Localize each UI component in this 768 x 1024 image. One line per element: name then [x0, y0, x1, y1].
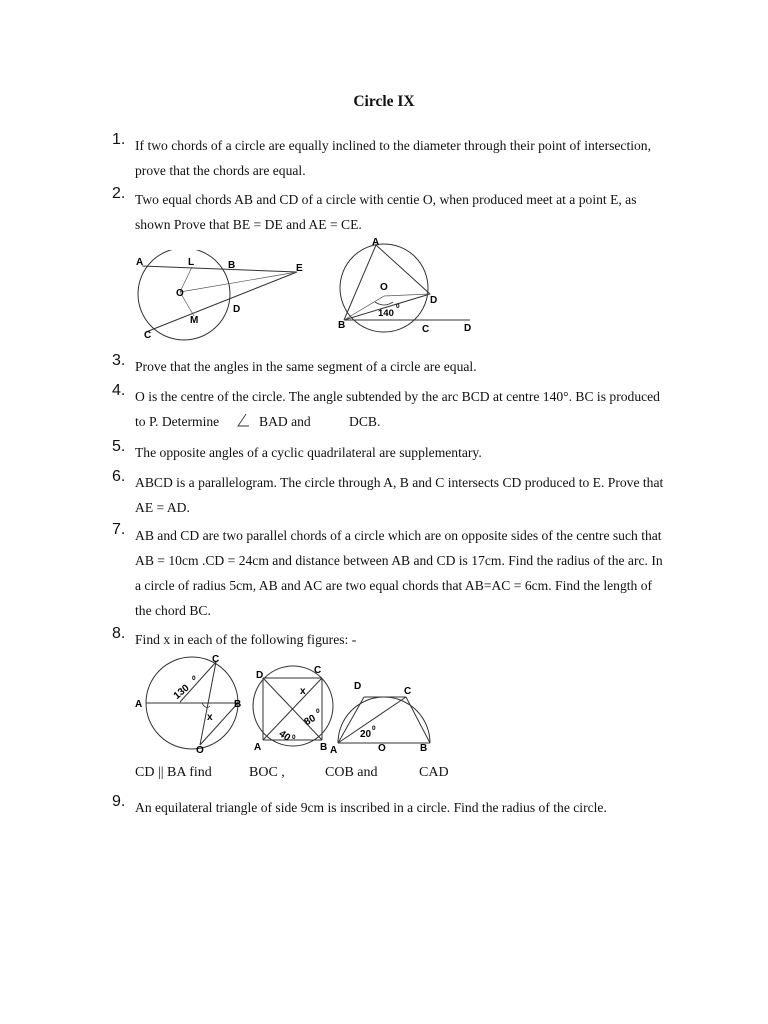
question-number: 6. [112, 468, 126, 485]
label-B: B [320, 742, 328, 753]
label-A: A [254, 742, 262, 753]
q8-footer-boc: BOC , [249, 765, 285, 780]
label-B: B [338, 320, 346, 331]
label-A: A [372, 237, 380, 248]
label-D2: D [464, 323, 472, 334]
q8-footer-cad: CAD [419, 765, 449, 780]
question-number: 1. [112, 131, 126, 148]
question-text: If two chords of a circle are equally inclined to the diameter through their point of intersection, prove that the chords are equal. [135, 138, 652, 178]
label-C: C [314, 665, 322, 676]
label-angle80: 80 [302, 712, 318, 729]
label-O: O [176, 288, 184, 299]
figure-8a [132, 652, 244, 754]
label-angle: 140 [378, 308, 394, 319]
label-A: A [135, 699, 143, 710]
label-degree40: 0 [292, 734, 296, 741]
label-D: D [430, 295, 438, 306]
label-M: M [190, 315, 199, 326]
label-angle: 130 [171, 682, 192, 702]
question-text: The opposite angles of a cyclic quadrilateral are supplementary. [135, 445, 482, 460]
label-angle: 20 [360, 729, 372, 740]
label-B: B [420, 743, 428, 754]
label-degree: 0 [396, 303, 400, 310]
label-O: O [380, 282, 388, 293]
label-E: E [296, 263, 303, 274]
label-D: D [233, 304, 241, 315]
label-degree: 0 [372, 725, 376, 732]
question-number: 5. [112, 438, 126, 455]
label-degree80: 0 [316, 708, 320, 715]
q8-footer-cob: COB and [325, 765, 378, 780]
label-x: x [300, 686, 306, 697]
label-C: C [144, 330, 152, 341]
label-O: O [378, 743, 386, 754]
figure-8c [330, 675, 432, 757]
figure-8b [252, 660, 334, 754]
label-B: B [228, 260, 236, 271]
label-D: D [256, 670, 264, 681]
label-C: C [212, 654, 220, 665]
question-number: 4. [112, 382, 126, 399]
label-x: x [207, 712, 213, 723]
question-number: 3. [112, 352, 126, 369]
question-number: 2. [112, 185, 126, 202]
question-number: 9. [112, 793, 126, 810]
question-text: An equilateral triangle of side 9cm is inscribed in a circle. Find the radius of the circle. [135, 800, 607, 815]
question-text: Find x in each of the following figures: - [135, 632, 357, 647]
question-text: AB and CD are two parallel chords of a circle which are on opposite sides of the centre such that AB = 10cm .CD = 24cm and distance between AB and CD is 17cm. Find the radius of the arc. In a circle of radius 5cm, AB and AC are two equal chords that AB=AC = 6cm. Find the length of the chord BC. [135, 528, 663, 618]
label-A: A [330, 745, 338, 756]
label-angle40: 40 [276, 728, 293, 744]
question-text: O is the centre of the circle. The angle subtended by the arc BCD at centre 140°. BC is produced to P. Determine BAD and DCB. [135, 389, 660, 429]
page-title: Circle IX [353, 93, 415, 110]
figure-centre-angle-140 [334, 236, 480, 336]
label-O: O [196, 745, 204, 754]
figure-chords-produced [132, 250, 312, 342]
label-A: A [136, 257, 144, 268]
label-D: D [354, 681, 362, 692]
label-degree: 0 [192, 675, 196, 682]
label-C: C [404, 686, 412, 697]
label-L: L [188, 257, 195, 268]
label-C: C [422, 324, 430, 335]
question-text: ABCD is a parallelogram. The circle through A, B and C intersects CD produced to E. Prove that AE = AD. [135, 475, 664, 515]
question-text: Prove that the angles in the same segment of a circle are equal. [135, 359, 477, 374]
question-text: Two equal chords AB and CD of a circle with centie O, when produced meet at a point E, as shown Prove that BE = DE and AE = CE. [135, 192, 637, 232]
angle-icon [236, 413, 250, 429]
label-B: B [234, 699, 242, 710]
question-number: 8. [112, 625, 126, 642]
q8-footer: CD || BA find [135, 765, 212, 780]
question-number: 7. [112, 521, 126, 538]
